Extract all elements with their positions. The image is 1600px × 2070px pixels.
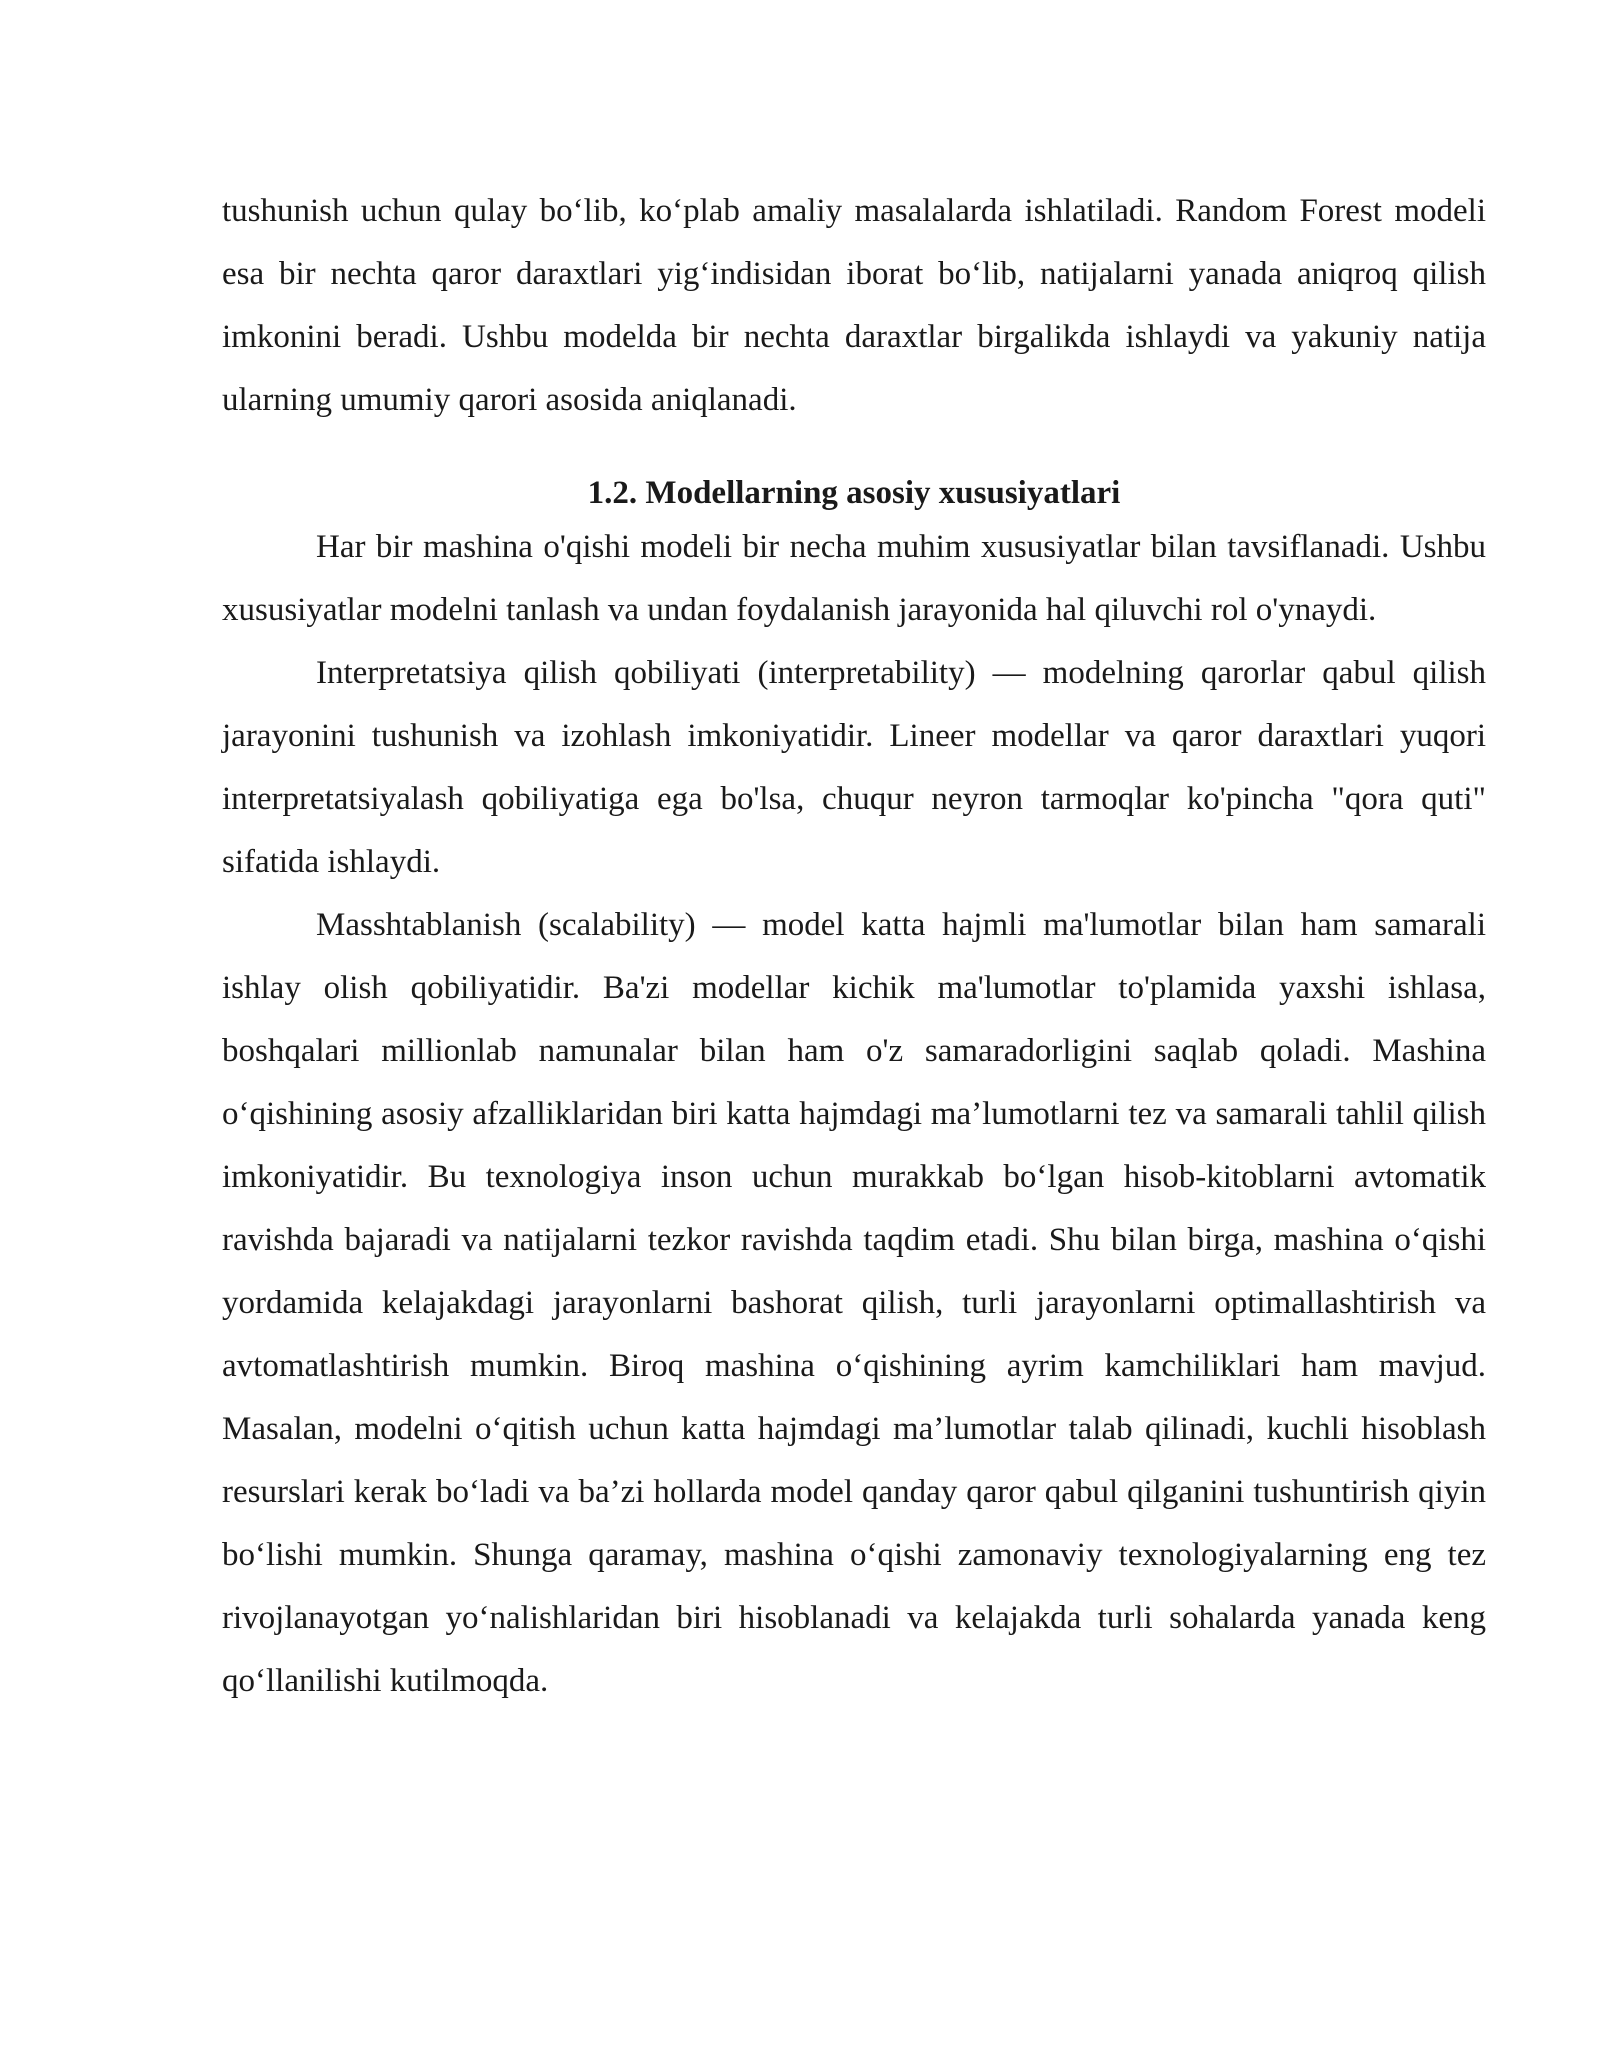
section-heading: 1.2. Modellarning asosiy xususiyatlari bbox=[587, 475, 1121, 511]
paragraph-intro: Har bir mashina o'qishi modeli bir necha muhim xususiyatlar bilan tavsiflanadi. Ushbu xususiyatlar modelni tanlash va undan foydalanish jarayonida hal qiluvchi rol o'ynaydi. bbox=[222, 529, 1486, 628]
paragraph-scalability: Masshtablanish (scalability) — model katta hajmli ma'lumotlar bilan ham samarali ishlay olish qobiliyatidir. Ba'zi modellar kichik ma'lumotlar to'plamida yaxshi ishlasa, boshqalari millionlab namunalar bilan ham o'z samaradorligini saqlab qoladi. Mashina o‘qishining asosiy afzalliklaridan biri katta hajmdagi ma’lumotlarni tez va samarali tahlil qilish imkoniyatidir. Bu texnologiya inson uchun murakkab bo‘lgan hisob-kitoblarni avtomatik ravishda bajaradi va natijalarni tezkor ravishda taqdim etadi. Shu bilan birga, mashina o‘qishi yordamida kelajakdagi jarayonlarni bashorat qilish, turli jarayonlarni optimallashtirish va avtomatlashtirish mumkin. Biroq mashina o‘qishining ayrim kamchiliklari ham mavjud. Masalan, modelni o‘qitish uchun katta hajmdagi ma’lumotlar talab qilinadi, kuchli hisoblash resurslari kerak bo‘ladi va ba’zi hollarda model qanday qaror qabul qilganini tushuntirish qiyin bo‘lishi mumkin. Shunga qaramay, mashina o‘qishi zamonaviy texnologiyalarning eng tez rivojlanayotgan yo‘nalishlaridan biri hisoblanadi va kelajakda turli sohalarda yanada keng qo‘llanilishi kutilmoqda. bbox=[222, 907, 1486, 1699]
paragraph-interpretability: Interpretatsiya qilish qobiliyati (interpretability) — modelning qarorlar qabul qilish jarayonini tushunish va izohlash imkoniyatidir. Lineer modellar va qaror daraxtlari yuqori interpretatsiyalash qobiliyatiga ega bo'lsa, chuqur neyron tarmoqlar ko'pincha "qora quti" sifatida ishlaydi. bbox=[222, 655, 1486, 880]
document-body bbox=[222, 180, 1486, 1713]
paragraph-continuation: tushunish uchun qulay bo‘lib, ko‘plab amaliy masalalarda ishlatiladi. Random Forest modeli esa bir nechta qaror daraxtlari yig‘indisidan iborat bo‘lib, natijalarni yanada aniqroq qilish imkonini beradi. Ushbu modelda bir nechta daraxtlar birgalikda ishlaydi va yakuniy natija ularning umumiy qarori asosida aniqlanadi. bbox=[222, 193, 1486, 418]
